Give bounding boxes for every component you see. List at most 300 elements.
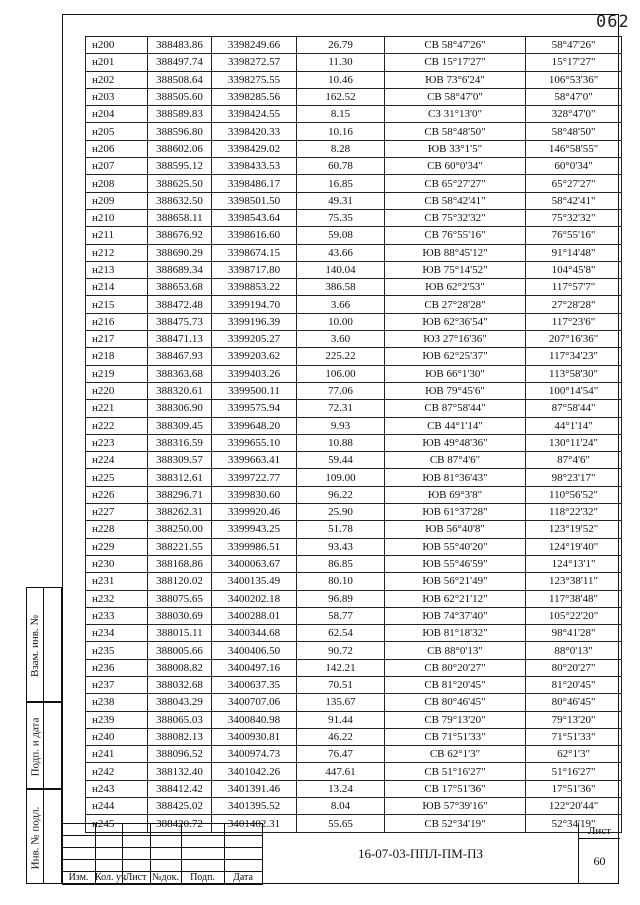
rhumb-cell: СВ 58°47'26" xyxy=(385,37,526,54)
table-row xyxy=(86,88,622,105)
x-coordinate-cell: 388309.45 xyxy=(148,417,212,434)
azimuth-cell: 88°0'13" xyxy=(526,642,622,659)
rhumb-cell: ЮВ 73°6'24" xyxy=(385,71,526,88)
x-coordinate-cell: 388120.02 xyxy=(148,573,212,590)
x-coordinate-cell: 388065.03 xyxy=(148,711,212,728)
table-row xyxy=(86,365,622,382)
y-coordinate-cell: 3399722.77 xyxy=(212,469,297,486)
y-coordinate-cell: 3398501.50 xyxy=(212,192,297,209)
x-coordinate-cell: 388632.50 xyxy=(148,192,212,209)
x-coordinate-cell: 388096.52 xyxy=(148,746,212,763)
azimuth-cell: 105°22'20" xyxy=(526,607,622,624)
azimuth-cell: 58°47'26" xyxy=(526,37,622,54)
rhumb-cell: ЮВ 57°39'16" xyxy=(385,798,526,815)
distance-cell: 3.66 xyxy=(297,296,385,313)
x-coordinate-cell: 388262.31 xyxy=(148,504,212,521)
point-id-cell: н218 xyxy=(86,348,148,365)
point-id-cell: н216 xyxy=(86,313,148,330)
rhumb-cell: СВ 80°46'45" xyxy=(385,694,526,711)
document-code-cell xyxy=(262,823,578,884)
rhumb-cell: СВ 80°20'27" xyxy=(385,659,526,676)
azimuth-cell: 15°17'27" xyxy=(526,54,622,71)
point-id-cell: н234 xyxy=(86,625,148,642)
azimuth-cell: 79°13'20" xyxy=(526,711,622,728)
azimuth-cell: 58°47'0" xyxy=(526,88,622,105)
sidebar-label-vzam: Взам. инв. № xyxy=(29,614,41,677)
x-coordinate-cell: 388625.50 xyxy=(148,175,212,192)
rhumb-cell: СВ 65°27'27" xyxy=(385,175,526,192)
table-row xyxy=(86,417,622,434)
point-id-cell: н240 xyxy=(86,728,148,745)
table-row xyxy=(86,642,622,659)
distance-cell: 16.85 xyxy=(297,175,385,192)
y-coordinate-cell: 3399920.46 xyxy=(212,504,297,521)
rhumb-cell: СВ 62°1'3" xyxy=(385,746,526,763)
table-row xyxy=(86,348,622,365)
distance-cell: 93.43 xyxy=(297,538,385,555)
x-coordinate-cell: 388658.11 xyxy=(148,209,212,226)
azimuth-cell: 62°1'3" xyxy=(526,746,622,763)
x-coordinate-cell: 388472.48 xyxy=(148,296,212,313)
distance-cell: 60.78 xyxy=(297,158,385,175)
x-coordinate-cell: 388505.60 xyxy=(148,88,212,105)
table-row xyxy=(86,313,622,330)
y-coordinate-cell: 3400707.06 xyxy=(212,694,297,711)
rhumb-cell: ЮВ 56°21'49" xyxy=(385,573,526,590)
point-id-cell: н233 xyxy=(86,607,148,624)
distance-cell: 386.58 xyxy=(297,279,385,296)
point-id-cell: н213 xyxy=(86,261,148,278)
azimuth-cell: 104°45'8" xyxy=(526,261,622,278)
x-coordinate-cell: 388320.61 xyxy=(148,382,212,399)
rhumb-cell: ЮВ 74°37'40" xyxy=(385,607,526,624)
distance-cell: 49.31 xyxy=(297,192,385,209)
table-row xyxy=(86,728,622,745)
rhumb-cell: ЮВ 61°37'28" xyxy=(385,504,526,521)
rhumb-cell: СВ 75°32'32" xyxy=(385,209,526,226)
y-coordinate-cell: 3401395.52 xyxy=(212,798,297,815)
distance-cell: 58.77 xyxy=(297,607,385,624)
rhumb-cell: СВ 15°17'27" xyxy=(385,54,526,71)
point-id-cell: н243 xyxy=(86,780,148,797)
y-coordinate-cell: 3399655.10 xyxy=(212,434,297,451)
distance-cell: 59.08 xyxy=(297,227,385,244)
distance-cell: 96.22 xyxy=(297,486,385,503)
table-row xyxy=(86,452,622,469)
point-id-cell: н206 xyxy=(86,140,148,157)
point-id-cell: н231 xyxy=(86,573,148,590)
point-id-cell: н210 xyxy=(86,209,148,226)
azimuth-cell: 117°57'7" xyxy=(526,279,622,296)
rhumb-cell: СВ 87°4'6" xyxy=(385,452,526,469)
distance-cell: 10.46 xyxy=(297,71,385,88)
rhumb-cell: СВ 88°0'13" xyxy=(385,642,526,659)
distance-cell: 142.21 xyxy=(297,659,385,676)
point-id-cell: н215 xyxy=(86,296,148,313)
y-coordinate-cell: 3400637.35 xyxy=(212,676,297,693)
rhumb-cell: СВ 44°1'14" xyxy=(385,417,526,434)
point-id-cell: н242 xyxy=(86,763,148,780)
document-code: 16-07-03-ППЛ-ПМ-ПЗ xyxy=(357,845,484,861)
distance-cell: 8.04 xyxy=(297,798,385,815)
x-coordinate-cell: 388589.83 xyxy=(148,106,212,123)
azimuth-cell: 117°23'6" xyxy=(526,313,622,330)
rhumb-cell: СВ 51°16'27" xyxy=(385,763,526,780)
azimuth-cell: 98°23'17" xyxy=(526,469,622,486)
x-coordinate-cell: 388168.86 xyxy=(148,555,212,572)
azimuth-cell: 65°27'27" xyxy=(526,175,622,192)
rhumb-cell: ЮВ 88°45'12" xyxy=(385,244,526,261)
table-row xyxy=(86,504,622,521)
distance-cell: 9.93 xyxy=(297,417,385,434)
rhumb-cell: ЮВ 81°36'43" xyxy=(385,469,526,486)
table-row xyxy=(86,590,622,607)
rhumb-cell: СВ 58°42'41" xyxy=(385,192,526,209)
y-coordinate-cell: 3398249.66 xyxy=(212,37,297,54)
azimuth-cell: 52°34'19" xyxy=(526,815,622,832)
azimuth-cell: 80°46'45" xyxy=(526,694,622,711)
rhumb-cell: ЮВ 69°3'8" xyxy=(385,486,526,503)
rhumb-cell: СВ 87°58'44" xyxy=(385,400,526,417)
azimuth-cell: 76°55'16" xyxy=(526,227,622,244)
revision-column-labels xyxy=(62,871,262,884)
y-coordinate-cell: 3398674.15 xyxy=(212,244,297,261)
distance-cell: 10.00 xyxy=(297,313,385,330)
point-id-cell: н228 xyxy=(86,521,148,538)
azimuth-cell: 17°51'36" xyxy=(526,780,622,797)
distance-cell: 13.24 xyxy=(297,780,385,797)
x-coordinate-cell: 388363.68 xyxy=(148,365,212,382)
table-row xyxy=(86,659,622,676)
x-coordinate-cell: 388483.86 xyxy=(148,37,212,54)
x-coordinate-cell: 388471.13 xyxy=(148,331,212,348)
sheet-label: Лист xyxy=(579,823,620,839)
rhumb-cell: ЮВ 79°45'6" xyxy=(385,382,526,399)
rhumb-cell: ЮВ 49°48'36" xyxy=(385,434,526,451)
point-id-cell: н245 xyxy=(86,815,148,832)
x-coordinate-cell: 388296.71 xyxy=(148,486,212,503)
table-row xyxy=(86,192,622,209)
label-list: Лист xyxy=(125,872,147,883)
azimuth-cell: 27°28'28" xyxy=(526,296,622,313)
x-coordinate-cell: 388420.72 xyxy=(148,815,212,832)
rhumb-cell: ЮВ 62°25'37" xyxy=(385,348,526,365)
x-coordinate-cell: 388221.55 xyxy=(148,538,212,555)
x-coordinate-cell: 388316.59 xyxy=(148,434,212,451)
distance-cell: 90.72 xyxy=(297,642,385,659)
rhumb-cell: ЮВ 62°21'12" xyxy=(385,590,526,607)
rhumb-cell: СВ 58°48'50" xyxy=(385,123,526,140)
point-id-cell: н202 xyxy=(86,71,148,88)
rhumb-cell: СВ 17°51'36" xyxy=(385,780,526,797)
distance-cell: 91.44 xyxy=(297,711,385,728)
x-coordinate-cell: 388497.74 xyxy=(148,54,212,71)
x-coordinate-cell: 388595.12 xyxy=(148,158,212,175)
x-coordinate-cell: 388676.92 xyxy=(148,227,212,244)
table-row xyxy=(86,227,622,244)
distance-cell: 10.16 xyxy=(297,123,385,140)
table-row xyxy=(86,296,622,313)
table-row xyxy=(86,331,622,348)
azimuth-cell: 100°14'54" xyxy=(526,382,622,399)
y-coordinate-cell: 3398275.55 xyxy=(212,71,297,88)
rhumb-cell: СВ 58°47'0" xyxy=(385,88,526,105)
distance-cell: 11.30 xyxy=(297,54,385,71)
x-coordinate-cell: 388008.82 xyxy=(148,659,212,676)
y-coordinate-cell: 3400202.18 xyxy=(212,590,297,607)
rhumb-cell: ЮВ 66°1'30" xyxy=(385,365,526,382)
x-coordinate-cell: 388032.68 xyxy=(148,676,212,693)
point-id-cell: н223 xyxy=(86,434,148,451)
azimuth-cell: 123°19'52" xyxy=(526,521,622,538)
x-coordinate-cell: 388075.65 xyxy=(148,590,212,607)
y-coordinate-cell: 3400063.67 xyxy=(212,555,297,572)
y-coordinate-cell: 3398433.53 xyxy=(212,158,297,175)
azimuth-cell: 113°58'30" xyxy=(526,365,622,382)
sidebar-cell-podp xyxy=(26,702,62,789)
point-id-cell: н232 xyxy=(86,590,148,607)
y-coordinate-cell: 3401402.31 xyxy=(212,815,297,832)
table-row xyxy=(86,746,622,763)
point-id-cell: н219 xyxy=(86,365,148,382)
table-row xyxy=(86,71,622,88)
azimuth-cell: 117°34'23" xyxy=(526,348,622,365)
point-id-cell: н220 xyxy=(86,382,148,399)
distance-cell: 3.60 xyxy=(297,331,385,348)
x-coordinate-cell: 388005.66 xyxy=(148,642,212,659)
azimuth-cell: 44°1'14" xyxy=(526,417,622,434)
y-coordinate-cell: 3398272.57 xyxy=(212,54,297,71)
rhumb-cell: ЮВ 55°46'59" xyxy=(385,555,526,572)
x-coordinate-cell: 388082.13 xyxy=(148,728,212,745)
sidebar-cell-inv xyxy=(26,789,62,884)
distance-cell: 55.65 xyxy=(297,815,385,832)
table-row xyxy=(86,382,622,399)
x-coordinate-cell: 388508.64 xyxy=(148,71,212,88)
azimuth-cell: 117°38'48" xyxy=(526,590,622,607)
distance-cell: 51.78 xyxy=(297,521,385,538)
y-coordinate-cell: 3398285.56 xyxy=(212,88,297,105)
azimuth-cell: 58°48'50" xyxy=(526,123,622,140)
table-row xyxy=(86,676,622,693)
y-coordinate-cell: 3400288.01 xyxy=(212,607,297,624)
rhumb-cell: СВ 52°34'19" xyxy=(385,815,526,832)
rhumb-cell: ЮВ 55°40'20" xyxy=(385,538,526,555)
table-row xyxy=(86,538,622,555)
coordinates-table xyxy=(85,36,622,833)
rhumb-cell: ЮВ 56°40'8" xyxy=(385,521,526,538)
label-izm: Изм. xyxy=(68,872,89,883)
y-coordinate-cell: 3400974.73 xyxy=(212,746,297,763)
table-row xyxy=(86,711,622,728)
table-row xyxy=(86,521,622,538)
y-coordinate-cell: 3398429.02 xyxy=(212,140,297,157)
point-id-cell: н203 xyxy=(86,88,148,105)
distance-cell: 109.00 xyxy=(297,469,385,486)
distance-cell: 76.47 xyxy=(297,746,385,763)
point-id-cell: н217 xyxy=(86,331,148,348)
point-id-cell: н230 xyxy=(86,555,148,572)
azimuth-cell: 118°22'32" xyxy=(526,504,622,521)
azimuth-cell: 124°13'1" xyxy=(526,555,622,572)
y-coordinate-cell: 3400406.50 xyxy=(212,642,297,659)
x-coordinate-cell: 388132.40 xyxy=(148,763,212,780)
y-coordinate-cell: 3399196.39 xyxy=(212,313,297,330)
rhumb-cell: ЮВ 75°14'52" xyxy=(385,261,526,278)
point-id-cell: н212 xyxy=(86,244,148,261)
sidebar-label-inv: Инв. № подл. xyxy=(29,806,41,869)
table-row xyxy=(86,486,622,503)
point-id-cell: н225 xyxy=(86,469,148,486)
point-id-cell: н221 xyxy=(86,400,148,417)
y-coordinate-cell: 3399663.41 xyxy=(212,452,297,469)
x-coordinate-cell: 388467.93 xyxy=(148,348,212,365)
x-coordinate-cell: 388015.11 xyxy=(148,625,212,642)
distance-cell: 26.79 xyxy=(297,37,385,54)
azimuth-cell: 87°4'6" xyxy=(526,452,622,469)
y-coordinate-cell: 3400344.68 xyxy=(212,625,297,642)
azimuth-cell: 51°16'27" xyxy=(526,763,622,780)
distance-cell: 10.88 xyxy=(297,434,385,451)
distance-cell: 25.90 xyxy=(297,504,385,521)
y-coordinate-cell: 3399943.25 xyxy=(212,521,297,538)
distance-cell: 46.22 xyxy=(297,728,385,745)
point-id-cell: н227 xyxy=(86,504,148,521)
azimuth-cell: 110°56'52" xyxy=(526,486,622,503)
distance-cell: 140.04 xyxy=(297,261,385,278)
distance-cell: 162.52 xyxy=(297,88,385,105)
y-coordinate-cell: 3399203.62 xyxy=(212,348,297,365)
azimuth-cell: 71°51'33" xyxy=(526,728,622,745)
rhumb-cell: ЮВ 62°36'54" xyxy=(385,313,526,330)
point-id-cell: н200 xyxy=(86,37,148,54)
point-id-cell: н235 xyxy=(86,642,148,659)
azimuth-cell: 98°41'28" xyxy=(526,625,622,642)
label-podp: Подп. xyxy=(190,872,215,883)
y-coordinate-cell: 3399648.20 xyxy=(212,417,297,434)
distance-cell: 72.31 xyxy=(297,400,385,417)
azimuth-cell: 87°58'44" xyxy=(526,400,622,417)
y-coordinate-cell: 3401042.26 xyxy=(212,763,297,780)
x-coordinate-cell: 388030.69 xyxy=(148,607,212,624)
y-coordinate-cell: 3398616.60 xyxy=(212,227,297,244)
page-stamp: 062 xyxy=(596,12,630,32)
title-block xyxy=(62,823,619,884)
label-ndok: №док. xyxy=(152,872,179,883)
distance-cell: 62.54 xyxy=(297,625,385,642)
point-id-cell: н241 xyxy=(86,746,148,763)
table-row xyxy=(86,763,622,780)
point-id-cell: н204 xyxy=(86,106,148,123)
distance-cell: 77.06 xyxy=(297,382,385,399)
table-row xyxy=(86,400,622,417)
rhumb-cell: СВ 81°20'45" xyxy=(385,676,526,693)
y-coordinate-cell: 3399830.60 xyxy=(212,486,297,503)
point-id-cell: н211 xyxy=(86,227,148,244)
rhumb-cell: ЮВ 62°2'53" xyxy=(385,279,526,296)
table-row xyxy=(86,625,622,642)
y-coordinate-cell: 3399403.26 xyxy=(212,365,297,382)
y-coordinate-cell: 3398486.17 xyxy=(212,175,297,192)
distance-cell: 43.66 xyxy=(297,244,385,261)
x-coordinate-cell: 388306.90 xyxy=(148,400,212,417)
table-row xyxy=(86,158,622,175)
azimuth-cell: 130°11'24" xyxy=(526,434,622,451)
x-coordinate-cell: 388596.80 xyxy=(148,123,212,140)
azimuth-cell: 58°42'41" xyxy=(526,192,622,209)
rhumb-cell: ЮЗ 27°16'36" xyxy=(385,331,526,348)
azimuth-cell: 91°14'48" xyxy=(526,244,622,261)
azimuth-cell: 328°47'0" xyxy=(526,106,622,123)
table-row xyxy=(86,123,622,140)
table-row xyxy=(86,434,622,451)
azimuth-cell: 122°20'44" xyxy=(526,798,622,815)
point-id-cell: н209 xyxy=(86,192,148,209)
table-row xyxy=(86,106,622,123)
point-id-cell: н236 xyxy=(86,659,148,676)
table-row xyxy=(86,209,622,226)
y-coordinate-cell: 3398420.33 xyxy=(212,123,297,140)
table-row xyxy=(86,54,622,71)
distance-cell: 86.85 xyxy=(297,555,385,572)
table-row xyxy=(86,279,622,296)
rhumb-cell: СВ 60°0'34" xyxy=(385,158,526,175)
point-id-cell: н214 xyxy=(86,279,148,296)
distance-cell: 59.44 xyxy=(297,452,385,469)
rhumb-cell: СВ 27°28'28" xyxy=(385,296,526,313)
distance-cell: 8.28 xyxy=(297,140,385,157)
point-id-cell: н201 xyxy=(86,54,148,71)
sheet-number: 60 xyxy=(593,854,606,868)
azimuth-cell: 75°32'32" xyxy=(526,209,622,226)
table-row xyxy=(86,798,622,815)
distance-cell: 225.22 xyxy=(297,348,385,365)
distance-cell: 8.15 xyxy=(297,106,385,123)
y-coordinate-cell: 3400497.16 xyxy=(212,659,297,676)
point-id-cell: н229 xyxy=(86,538,148,555)
azimuth-cell: 207°16'36" xyxy=(526,331,622,348)
table-row xyxy=(86,175,622,192)
distance-cell: 447.61 xyxy=(297,763,385,780)
point-id-cell: н205 xyxy=(86,123,148,140)
table-row xyxy=(86,780,622,797)
y-coordinate-cell: 3399575.94 xyxy=(212,400,297,417)
rhumb-cell: СЗ 31°13'0" xyxy=(385,106,526,123)
table-row xyxy=(86,469,622,486)
x-coordinate-cell: 388250.00 xyxy=(148,521,212,538)
azimuth-cell: 106°53'36" xyxy=(526,71,622,88)
rhumb-cell: ЮВ 81°18'32" xyxy=(385,625,526,642)
distance-cell: 75.35 xyxy=(297,209,385,226)
point-id-cell: н237 xyxy=(86,676,148,693)
y-coordinate-cell: 3398853.22 xyxy=(212,279,297,296)
rhumb-cell: СВ 79°13'20" xyxy=(385,711,526,728)
azimuth-cell: 80°20'27" xyxy=(526,659,622,676)
distance-cell: 106.00 xyxy=(297,365,385,382)
y-coordinate-cell: 3399986.51 xyxy=(212,538,297,555)
table-row xyxy=(86,573,622,590)
x-coordinate-cell: 388043.29 xyxy=(148,694,212,711)
distance-cell: 80.10 xyxy=(297,573,385,590)
x-coordinate-cell: 388425.02 xyxy=(148,798,212,815)
sheet-cell xyxy=(578,823,619,884)
point-id-cell: н239 xyxy=(86,711,148,728)
y-coordinate-cell: 3400840.98 xyxy=(212,711,297,728)
distance-cell: 135.67 xyxy=(297,694,385,711)
point-id-cell: н222 xyxy=(86,417,148,434)
azimuth-cell: 60°0'34" xyxy=(526,158,622,175)
table-row xyxy=(86,555,622,572)
